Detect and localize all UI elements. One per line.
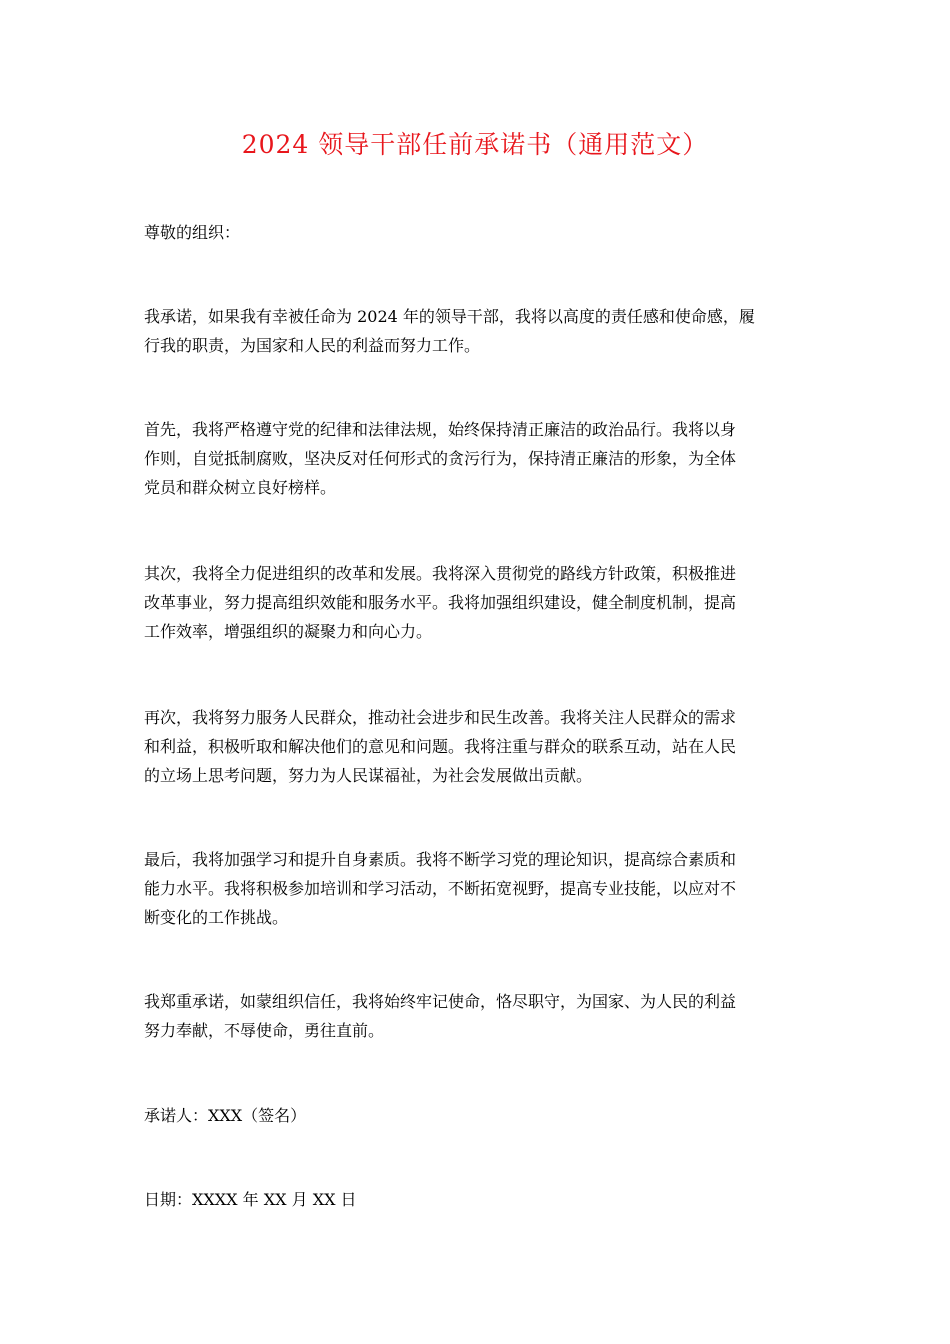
paragraph-line: 最后，我将加强学习和提升自身素质。我将不断学习党的理论知识，提高综合素质和	[144, 850, 737, 869]
paragraph-line: 我郑重承诺，如蒙组织信任，我将始终牢记使命，恪尽职守，为国家、为人民的利益	[144, 992, 737, 1011]
paragraph-second	[144, 559, 808, 646]
paragraph-line: 改革事业，努力提高组织效能和服务水平。我将加强组织建设，健全制度机制，提高	[144, 593, 737, 612]
paragraph-closing	[144, 987, 808, 1045]
salutation	[144, 218, 808, 247]
paragraph-line: 其次，我将全力促进组织的改革和发展。我将深入贯彻党的路线方针政策，积极推进	[144, 564, 737, 583]
paragraph-third	[144, 703, 808, 790]
paragraph-fourth	[144, 845, 808, 932]
paragraph-line: 断变化的工作挑战。	[144, 908, 289, 927]
paragraph-line: 再次，我将努力服务人民群众，推动社会进步和民生改善。我将关注人民群众的需求	[144, 708, 737, 727]
paragraph-line: 首先，我将严格遵守党的纪律和法律法规，始终保持清正廉洁的政治品行。我将以身	[144, 420, 737, 439]
paragraph-line: 的立场上思考问题，努力为人民谋福祉，为社会发展做出贡献。	[144, 766, 593, 785]
paragraph-line: 党员和群众树立良好榜样。	[144, 478, 337, 497]
paragraph-line: 和利益，积极听取和解决他们的意见和问题。我将注重与群众的联系互动，站在人民	[144, 737, 737, 756]
paragraph-line: 工作效率，增强组织的凝聚力和向心力。	[144, 622, 433, 641]
paragraph-line: 作则，自觉抵制腐败，坚决反对任何形式的贪污行为，保持清正廉洁的形象，为全体	[144, 449, 737, 468]
paragraph-commitment-intro	[144, 302, 808, 360]
paragraph-line: 我承诺，如果我有幸被任命为 2024 年的领导干部，我将以高度的责任感和使命感，履	[144, 307, 755, 326]
signature-line: 承诺人：XXX（签名）	[144, 1106, 307, 1125]
salutation-line: 尊敬的组织：	[144, 223, 241, 242]
paragraph-line: 行我的职责，为国家和人民的利益而努力工作。	[144, 336, 481, 355]
paragraph-line: 能力水平。我将积极参加培训和学习活动，不断拓宽视野，提高专业技能，以应对不	[144, 879, 737, 898]
signature-block	[144, 1101, 808, 1130]
document-title: 2024 领导干部任前承诺书（通用范文）	[241, 130, 709, 159]
paragraph-first	[144, 415, 808, 502]
paragraph-line: 努力奉献，不辱使命，勇往直前。	[144, 1021, 385, 1040]
date-block	[144, 1185, 808, 1214]
date-line: 日期：XXXX 年 XX 月 XX 日	[144, 1190, 357, 1209]
